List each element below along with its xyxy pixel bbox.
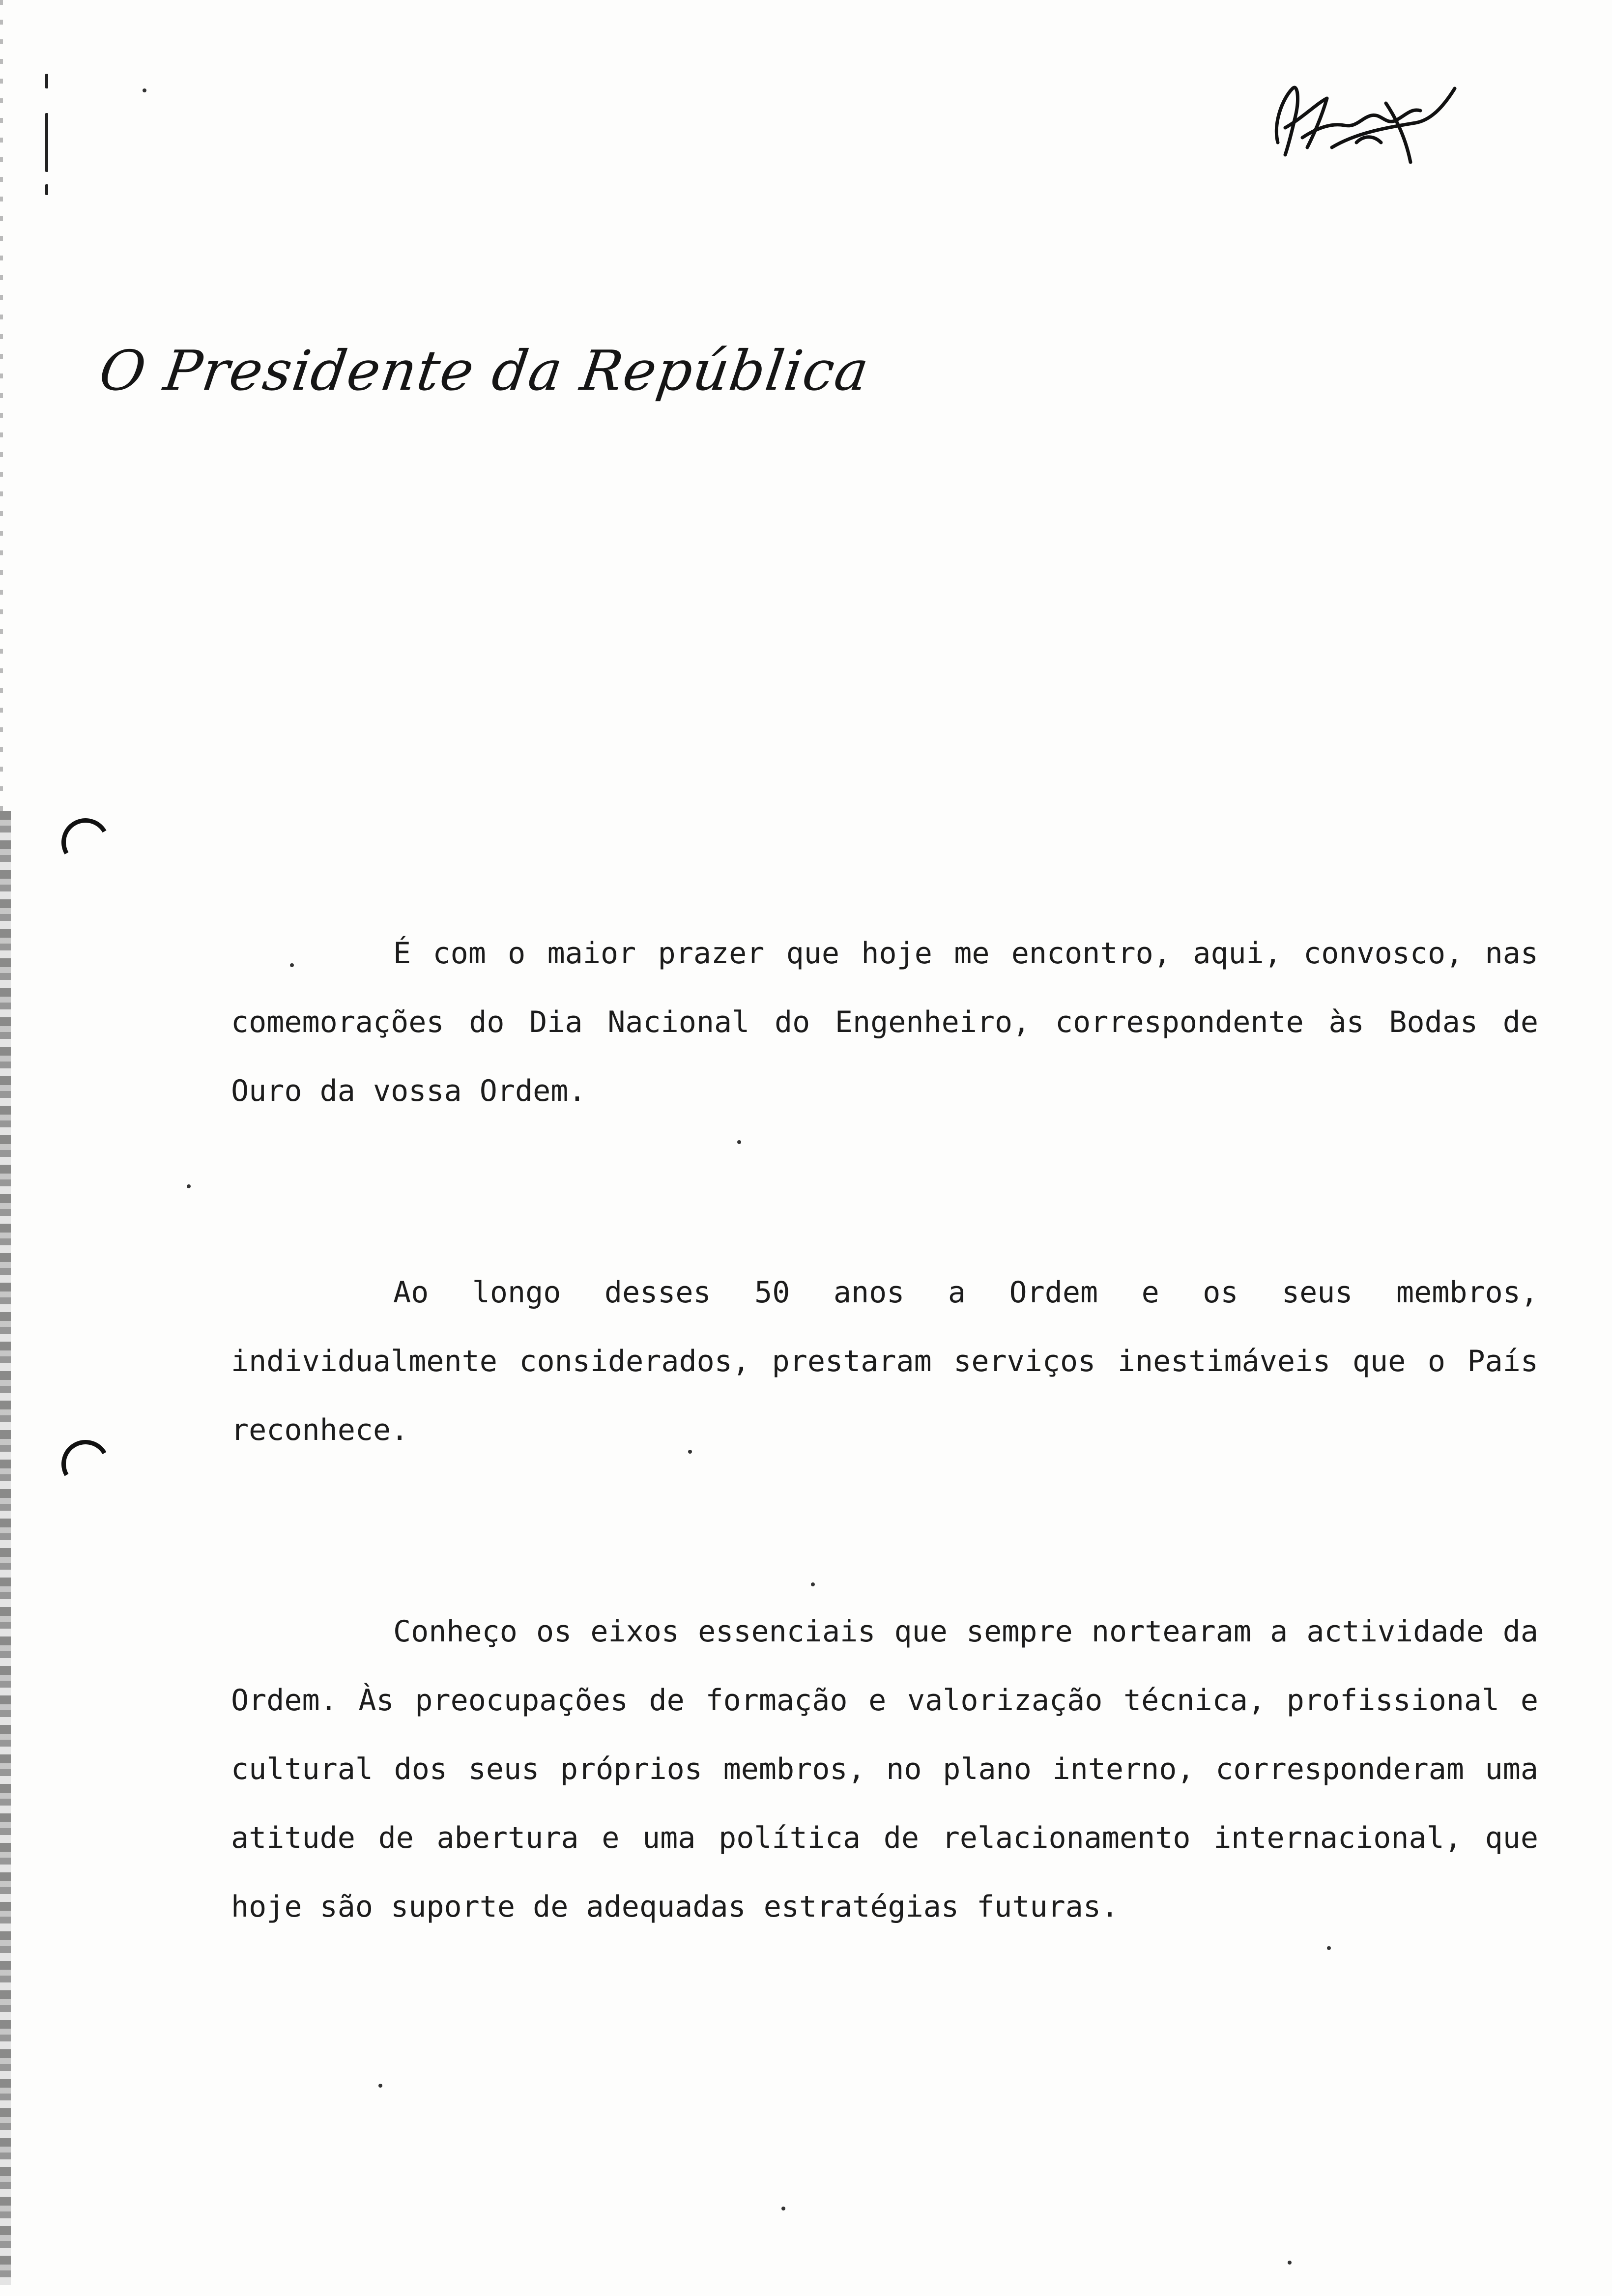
scan-speck [737, 1140, 741, 1144]
paragraph-2-text: Ao longo desses 50 anos a Ordem e os seus membros, individualmente considerados, prestaram serviços inestimáveis que o País reconhece. [231, 1275, 1538, 1447]
punch-hole-bottom [56, 1435, 115, 1493]
scan-speck [1327, 1946, 1331, 1950]
paragraph-3-text: Conheço os eixos essenciais que sempre nortearam a actividade da Ordem. Às preocupações de formação e valorização técnica, profissional e cultural dos seus próprios membros, no plano interno, corresponderam uma atitude de abertura e uma política de relacionamento internacional, que hoje são suporte de adequadas estratégias futuras. [231, 1614, 1538, 1924]
paragraph-1-text: É com o maior prazer que hoje me encontro, aqui, convosco, nas comemorações do Dia Nacional do Engenheiro, correspondente às Bodas de Ouro da vossa Ordem. [231, 936, 1538, 1108]
margin-marks [45, 74, 50, 197]
scan-edge-artifact-top [0, 0, 3, 811]
scan-speck [781, 2207, 785, 2210]
scan-speck [187, 1184, 191, 1188]
scan-speck [688, 1450, 692, 1454]
paragraph-3 [231, 1597, 1538, 1941]
paragraph-1 [231, 919, 1538, 1125]
scan-speck [1288, 2261, 1292, 2265]
punch-hole-top [56, 813, 115, 872]
scan-speck [811, 1582, 815, 1586]
scan-speck [378, 2084, 382, 2088]
scan-edge-artifact [0, 811, 11, 2285]
signature-initials [1258, 69, 1465, 172]
scan-speck [290, 963, 294, 967]
scan-speck [143, 88, 146, 92]
letterhead-title: O Presidente da República [95, 339, 873, 403]
letter-body [231, 919, 1538, 1941]
paragraph-2 [231, 1258, 1538, 1464]
